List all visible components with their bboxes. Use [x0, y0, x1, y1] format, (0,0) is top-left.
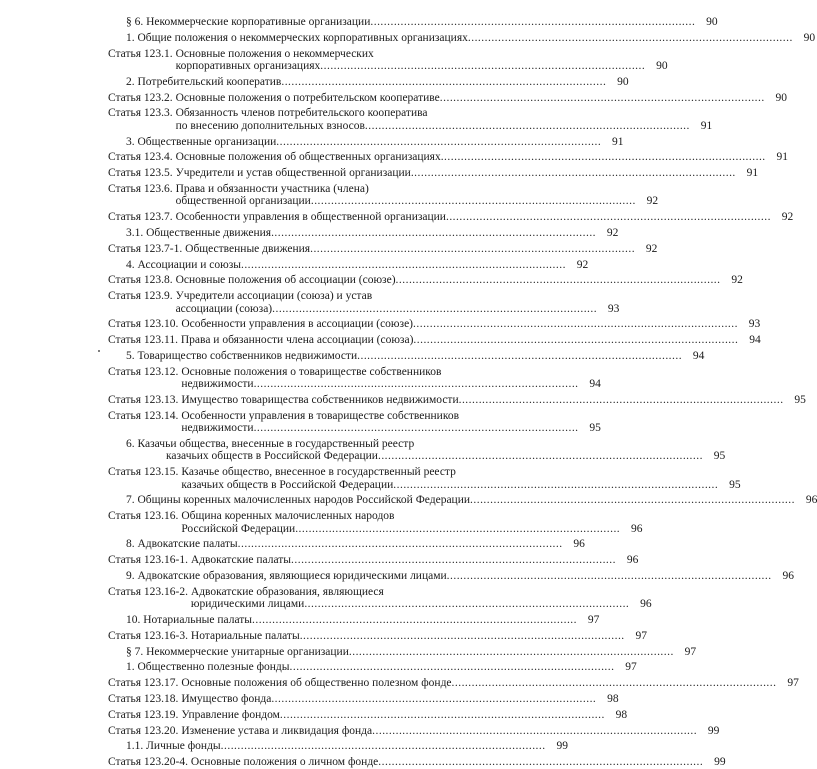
article-ref: Статья 123.16-2.	[108, 585, 191, 598]
page-number: 97	[587, 613, 600, 626]
dot-leader	[221, 740, 544, 752]
dot-leader	[411, 167, 734, 179]
toc-section-entry[interactable]	[108, 75, 629, 88]
page-number: 91	[746, 167, 759, 180]
entry-title: Права и обязанности члена ассоциации (союза)	[180, 334, 414, 347]
entry-title: 4. Ассоциации и союзы	[126, 258, 241, 271]
entry-title: Изменение устава и ликвидация фонда	[181, 724, 373, 737]
page-number: 90	[775, 91, 788, 104]
page-number: 97	[684, 645, 697, 658]
entry-title: Адвокатские образования, являющиеся	[190, 585, 384, 598]
entry-title: 9. Адвокатские образования, являющиеся юридическими лицами	[126, 569, 447, 582]
article-ref: Статья 123.7.	[108, 211, 176, 224]
toc-section-entry[interactable]	[108, 494, 817, 507]
page-number: 98	[607, 692, 619, 705]
page-number: 90	[706, 16, 718, 28]
dot-leader	[357, 350, 680, 362]
page-number: 97	[635, 629, 647, 642]
entry-title: 1.1. Личные фонды	[126, 740, 221, 753]
page-number: 91	[700, 119, 713, 132]
page-number: 99	[556, 740, 568, 753]
dot-leader	[310, 243, 633, 255]
article-ref: Статья 123.12.	[108, 365, 182, 378]
toc-article-entry[interactable]	[108, 107, 713, 132]
toc-article-entry[interactable]	[108, 274, 743, 287]
entry-title: Общественные движения	[185, 242, 311, 255]
dot-leader	[276, 136, 599, 148]
dot-leader	[349, 646, 672, 658]
article-ref: Статья 123.5.	[108, 167, 176, 180]
article-ref: Статья 123.19.	[108, 708, 182, 721]
entry-title: Основные положения об общественных организациях	[175, 151, 441, 164]
entry-title: Казачье общество, внесенное в государственный реестр	[181, 466, 456, 479]
entry-title: 1. Общие положения о некоммерческих корпоративных организациях	[126, 31, 468, 44]
dot-leader	[291, 554, 614, 566]
entry-title: Имущество фонда	[181, 692, 272, 705]
toc-article-entry[interactable]	[108, 466, 741, 491]
page-number: 92	[731, 274, 743, 287]
toc-article-entry[interactable]	[108, 167, 759, 180]
dot-leader	[320, 60, 643, 72]
toc-section-entry[interactable]	[108, 226, 619, 239]
article-ref: Статья 123.20-4.	[108, 756, 191, 769]
entry-title: Обязанность членов потребительского кооператива	[175, 107, 428, 120]
toc-article-entry[interactable]	[108, 585, 652, 611]
toc-article-entry[interactable]	[108, 409, 601, 435]
page-number: 96	[630, 522, 643, 535]
article-ref: Статья 123.17.	[108, 677, 182, 690]
page-number: 94	[692, 349, 705, 362]
dot-leader	[254, 378, 577, 390]
article-ref: Статья 123.16-1.	[108, 554, 191, 567]
entry-title: Имущество товарищества собственников недвижимости	[181, 393, 459, 406]
entry-title: Адвокатские палаты	[190, 554, 292, 567]
toc-section-entry[interactable]	[108, 16, 718, 28]
toc-section-entry[interactable]	[108, 258, 589, 271]
page-number: 95	[794, 393, 806, 406]
entry-title: Основные положения о некоммерческих	[175, 47, 374, 60]
entry-title: 3.1. Общественные движения	[126, 226, 272, 239]
page-number: 92	[606, 226, 619, 239]
entry-title: Основные положения о потребительском кооперативе	[175, 91, 440, 104]
page-number: 98	[615, 708, 628, 721]
entry-title: 8. Адвокатские палаты	[126, 538, 238, 551]
page-number: 96	[782, 569, 794, 582]
entry-title: Особенности управления в общественной организации	[175, 211, 446, 224]
dot-leader	[254, 422, 577, 434]
dot-leader	[295, 523, 618, 535]
entry-title: Учредители и устав общественной организации	[175, 167, 411, 180]
article-ref: Статья 123.11.	[108, 334, 181, 347]
page-number: 95	[589, 422, 601, 435]
dot-leader	[393, 479, 716, 491]
page-number: 99	[714, 756, 726, 769]
article-ref: Статья 123.8.	[108, 274, 176, 287]
dot-leader	[280, 709, 603, 721]
toc-section-entry[interactable]	[108, 31, 816, 44]
toc-section-entry[interactable]	[108, 437, 726, 463]
dot-leader	[372, 725, 695, 737]
article-ref: Статья 123.6.	[108, 182, 176, 195]
dot-leader	[396, 274, 719, 286]
page-number: 90	[617, 75, 629, 88]
entry-title: § 7. Некоммерческие унитарные организации	[126, 645, 349, 658]
entry-title: общественной организации	[175, 195, 311, 208]
dot-leader	[459, 394, 782, 406]
page-number: 94	[749, 334, 761, 347]
page-number: 92	[646, 195, 659, 208]
page-number: 97	[787, 677, 799, 690]
entry-title: Основные положения о личном фонде	[190, 756, 379, 769]
entry-title: недвижимости	[181, 378, 254, 391]
entry-title: 2. Потребительский кооператив	[126, 75, 282, 88]
toc-section-entry[interactable]	[108, 645, 697, 658]
dot-leader	[272, 303, 595, 315]
toc-article-entry[interactable]	[108, 393, 806, 406]
toc-article-entry[interactable]	[108, 290, 620, 315]
entry-title: по внесению дополнительных взносов	[175, 119, 365, 132]
entry-title: Особенности управления в ассоциации (союзе)	[181, 318, 414, 331]
page-number: 93	[607, 302, 620, 315]
scan-speck	[98, 350, 100, 352]
page-number: 95	[713, 450, 726, 463]
toc-article-entry[interactable]	[108, 692, 619, 705]
page-number: 90	[656, 60, 668, 72]
entry-title: 6. Казачьи общества, внесенные в государственный реестр	[126, 437, 415, 450]
article-ref: Статья 123.16.	[108, 510, 182, 523]
page-number: 96	[805, 494, 817, 507]
entry-title: Основные положения об общественно полезном фонде	[181, 677, 452, 690]
dot-leader	[252, 614, 575, 626]
dot-leader	[440, 92, 763, 104]
toc-section-entry[interactable]	[108, 135, 624, 148]
toc-article-entry[interactable]	[108, 677, 799, 690]
entry-title: 7. Общины коренных малочисленных народов Российской Федерации	[126, 494, 471, 507]
page-number: 97	[625, 661, 637, 674]
dot-leader	[446, 211, 769, 223]
article-ref: Статья 123.3.	[108, 107, 176, 120]
entry-title: Община коренных малочисленных народов	[181, 510, 395, 523]
entry-title: корпоративных организациях	[175, 60, 321, 72]
entry-title: Основные положения об ассоциации (союзе)	[175, 274, 396, 287]
dot-leader	[238, 538, 561, 550]
page-number: 91	[776, 151, 788, 164]
toc-article-entry[interactable]	[108, 365, 601, 391]
article-ref: Статья 123.2.	[108, 91, 176, 104]
toc-article-entry[interactable]	[108, 629, 647, 642]
page-number: 92	[645, 242, 658, 255]
toc-section-entry[interactable]	[108, 569, 794, 582]
entry-title: Особенности управления в товариществе собственников	[181, 409, 460, 422]
article-ref: Статья 123.4.	[108, 151, 176, 164]
article-ref: Статья 123.16-3.	[108, 629, 191, 642]
page-number: 96	[640, 598, 652, 611]
dot-leader	[413, 334, 736, 346]
toc-article-entry[interactable]	[108, 554, 639, 567]
article-ref: Статья 123.18.	[108, 692, 182, 705]
toc-section-entry[interactable]	[108, 538, 585, 551]
dot-leader	[271, 227, 594, 239]
toc-section-entry[interactable]	[108, 613, 600, 626]
toc-article-entry[interactable]	[108, 47, 668, 73]
dot-leader	[365, 120, 688, 132]
article-ref: Статья 123.10.	[108, 318, 182, 331]
page-number: 92	[576, 258, 589, 271]
article-ref: Статья 123.1.	[108, 47, 176, 60]
page-number: 99	[707, 724, 720, 737]
entry-title: 3. Общественные организации	[126, 135, 277, 148]
dot-leader	[447, 570, 770, 582]
toc-article-entry[interactable]	[108, 151, 788, 164]
dot-leader	[378, 450, 701, 462]
page-number: 95	[729, 478, 741, 491]
entry-title: 10. Нотариальные палаты	[126, 613, 253, 626]
page-number: 96	[626, 554, 639, 567]
page-number: 96	[573, 538, 585, 551]
dot-leader	[281, 76, 604, 88]
toc-article-entry[interactable]	[108, 182, 659, 208]
page-number: 90	[803, 31, 816, 44]
dot-leader	[304, 598, 627, 610]
entry-title: Нотариальные палаты	[190, 629, 300, 642]
entry-title: § 6. Некоммерческие корпоративные организации	[126, 16, 371, 28]
toc-article-entry[interactable]	[108, 334, 761, 347]
dot-leader	[470, 494, 793, 506]
page-number: 93	[748, 318, 761, 331]
entry-title: ассоциации (союза)	[175, 302, 273, 315]
dot-leader	[290, 661, 613, 673]
page-number: 91	[612, 135, 624, 148]
toc-article-entry[interactable]	[108, 318, 761, 331]
toc-article-entry[interactable]	[108, 91, 788, 104]
article-ref: Статья 123.15.	[108, 466, 182, 479]
entry-title: недвижимости	[181, 422, 254, 435]
dot-leader	[413, 318, 736, 330]
article-ref: Статья 123.9.	[108, 290, 176, 303]
entry-title: 1. Общественно полезные фонды	[126, 661, 290, 674]
page-number: 92	[781, 211, 794, 224]
article-ref: Статья 123.14.	[108, 409, 182, 422]
dot-leader	[378, 756, 701, 768]
toc-article-entry[interactable]	[108, 756, 726, 769]
toc-section-entry[interactable]	[108, 349, 705, 362]
toc-article-entry[interactable]	[108, 510, 643, 535]
article-ref: Статья 123.20.	[108, 724, 182, 737]
dot-leader	[370, 16, 693, 28]
entry-title: Управление фондом	[181, 708, 280, 721]
dot-leader	[271, 693, 594, 705]
table-of-contents	[108, 16, 817, 769]
toc-article-entry[interactable]	[108, 708, 628, 721]
entry-title: Учредители ассоциации (союза) и устав	[175, 290, 373, 303]
dot-leader	[300, 630, 623, 642]
dot-leader	[241, 259, 564, 271]
toc-section-entry[interactable]	[108, 740, 568, 753]
toc-article-entry[interactable]	[108, 211, 794, 224]
dot-leader	[468, 32, 791, 44]
entry-title: Права и обязанности участника (члена)	[175, 182, 369, 195]
entry-title: 5. Товарищество собственников недвижимости	[126, 349, 358, 362]
entry-title: Основные положения о товариществе собственников	[181, 365, 442, 378]
article-ref: Статья 123.13.	[108, 393, 182, 406]
entry-title: казачьих обществ в Российской Федерации	[166, 450, 378, 463]
entry-title: юридическими лицами	[190, 598, 305, 611]
toc-article-entry[interactable]	[108, 724, 720, 737]
toc-article-entry[interactable]	[108, 242, 658, 255]
dot-leader	[452, 677, 775, 689]
entry-title: казачьих обществ в Российской Федерации	[181, 478, 394, 491]
toc-section-entry[interactable]	[108, 661, 637, 674]
entry-title: Российской Федерации	[181, 522, 296, 535]
dot-leader	[311, 195, 634, 207]
page-number: 94	[589, 378, 601, 391]
dot-leader	[441, 151, 764, 163]
article-ref: Статья 123.7-1.	[108, 242, 186, 255]
